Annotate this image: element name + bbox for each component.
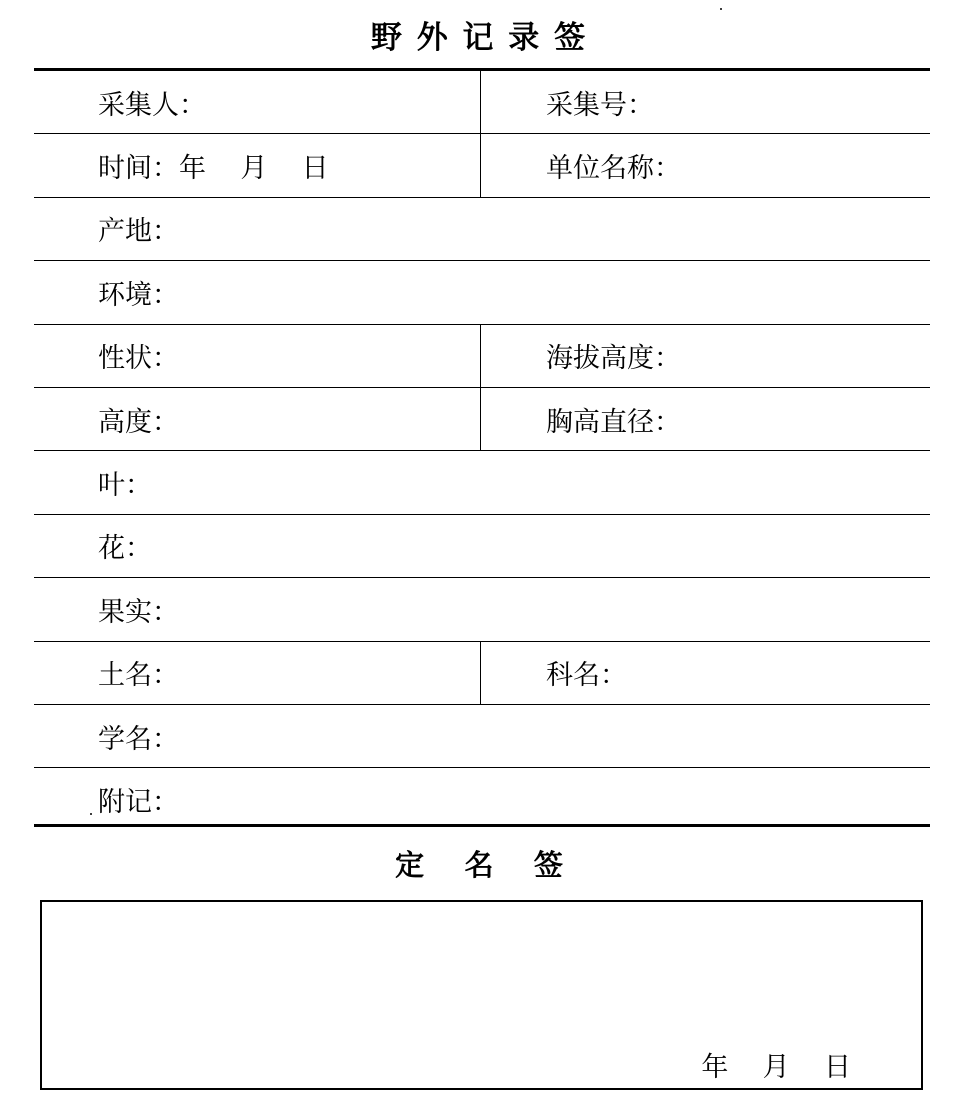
notes-label: 附记： bbox=[98, 787, 179, 819]
collector-label: 采集人： bbox=[98, 89, 206, 121]
row-habit bbox=[34, 325, 930, 388]
column-divider bbox=[480, 134, 481, 196]
dbh-label: 胸高直径： bbox=[546, 406, 681, 438]
local-name-label: 土名： bbox=[98, 660, 179, 692]
row-height bbox=[34, 388, 930, 451]
naming-label-title: 定 名 签 bbox=[395, 848, 563, 882]
column-divider bbox=[480, 388, 481, 450]
row-collector bbox=[34, 71, 930, 134]
row-scientific-name bbox=[34, 705, 930, 768]
flower-label: 花： bbox=[98, 533, 152, 565]
field-record-title: 野 外 记 录 签 bbox=[370, 20, 588, 56]
row-date bbox=[34, 134, 930, 197]
family-name-label: 科名： bbox=[546, 660, 627, 692]
scan-speck bbox=[90, 813, 92, 815]
row-leaf bbox=[34, 451, 930, 514]
field-record-form bbox=[34, 68, 930, 827]
collection-number-label: 采集号： bbox=[546, 89, 654, 121]
row-fruit bbox=[34, 578, 930, 641]
habitat-label: 环境： bbox=[98, 279, 179, 311]
column-divider bbox=[480, 325, 481, 387]
column-divider bbox=[480, 71, 481, 133]
row-notes bbox=[34, 768, 930, 831]
habit-label: 性状： bbox=[98, 343, 179, 375]
naming-label-box bbox=[40, 900, 923, 1090]
row-local-name bbox=[34, 642, 930, 705]
row-habitat bbox=[34, 261, 930, 324]
date-label: 时间：年 月 日 bbox=[98, 153, 329, 185]
organization-label: 单位名称： bbox=[546, 153, 681, 185]
row-flower bbox=[34, 515, 930, 578]
column-divider bbox=[480, 642, 481, 704]
scientific-name-label: 学名： bbox=[98, 723, 179, 755]
leaf-label: 叶： bbox=[98, 470, 152, 502]
height-label: 高度： bbox=[98, 406, 179, 438]
locality-label: 产地： bbox=[98, 216, 179, 248]
row-locality bbox=[34, 198, 930, 261]
altitude-label: 海拔高度： bbox=[546, 343, 681, 375]
fruit-label: 果实： bbox=[98, 596, 179, 628]
scan-speck bbox=[720, 8, 722, 10]
naming-date: 年 月 日 bbox=[701, 1052, 851, 1083]
